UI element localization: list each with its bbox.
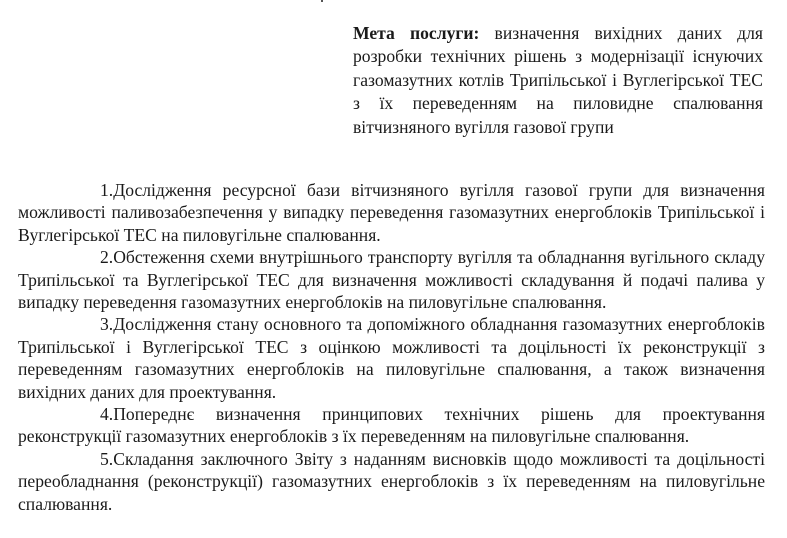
task-item-5 xyxy=(18,448,765,515)
task-text: Попереднє визначення принципових технічних рішень для проектування реконструкції газомазутних енергоблоків з їх переведенням на пиловугільне спалювання. xyxy=(18,404,765,447)
task-list xyxy=(18,179,765,515)
task-number: 1. xyxy=(100,180,114,200)
task-number: 5. xyxy=(100,448,114,469)
task-number: 3. xyxy=(100,314,114,335)
task-item-1 xyxy=(18,179,765,246)
service-purpose-text: визначення вихідних даних для розробки технічних рішень з модернізації існуючих газомазутних котлів Трипільської і Вуглегірської ТЕС з їх переведенням на пиловидне спалювання вітчизняного вугілля газової групи xyxy=(353,23,763,137)
task-item-4 xyxy=(18,403,765,448)
task-number: 4. xyxy=(100,404,114,425)
service-purpose-label: Мета послуги: xyxy=(353,23,480,43)
task-text: Дослідження стану основного та допоміжного обладнання газомазутних енергоблоків Трипільської і Вуглегірської ТЕС з оцінкою можливості та доцільності їх реконструкції з переведенням газомазутних енергоблоків на пиловугільне спалювання, а також визначення вихідних даних для проектування. xyxy=(18,314,765,402)
service-purpose-block xyxy=(353,22,763,139)
task-number: 2. xyxy=(100,247,114,268)
task-text: Обстеження схеми внутрішнього транспорту вугілля та обладнання вугільного складу Трипільської та Вуглегірської ТЕС для визначення можливості складування й подачі палива у випадку переведення газомазутних енергоблоків на пиловугільне спалювання. xyxy=(18,247,765,313)
task-text: Складання заключного Звіту з наданням висновків щодо можливості та доцільності переобладнання (реконструкції) газомазутних енергоблоків з їх переведенням на пиловугільне спалювання. xyxy=(18,448,765,514)
scan-speck xyxy=(321,0,323,2)
task-item-3 xyxy=(18,313,765,403)
task-item-2 xyxy=(18,246,765,313)
task-text: Дослідження ресурсної бази вітчизняного вугілля газової групи для визначення можливості паливозабезпечення у випадку переведення газомазутних енергоблоків Трипільської і Вуглегірської ТЕС на пиловугільне спалювання. xyxy=(18,180,765,245)
